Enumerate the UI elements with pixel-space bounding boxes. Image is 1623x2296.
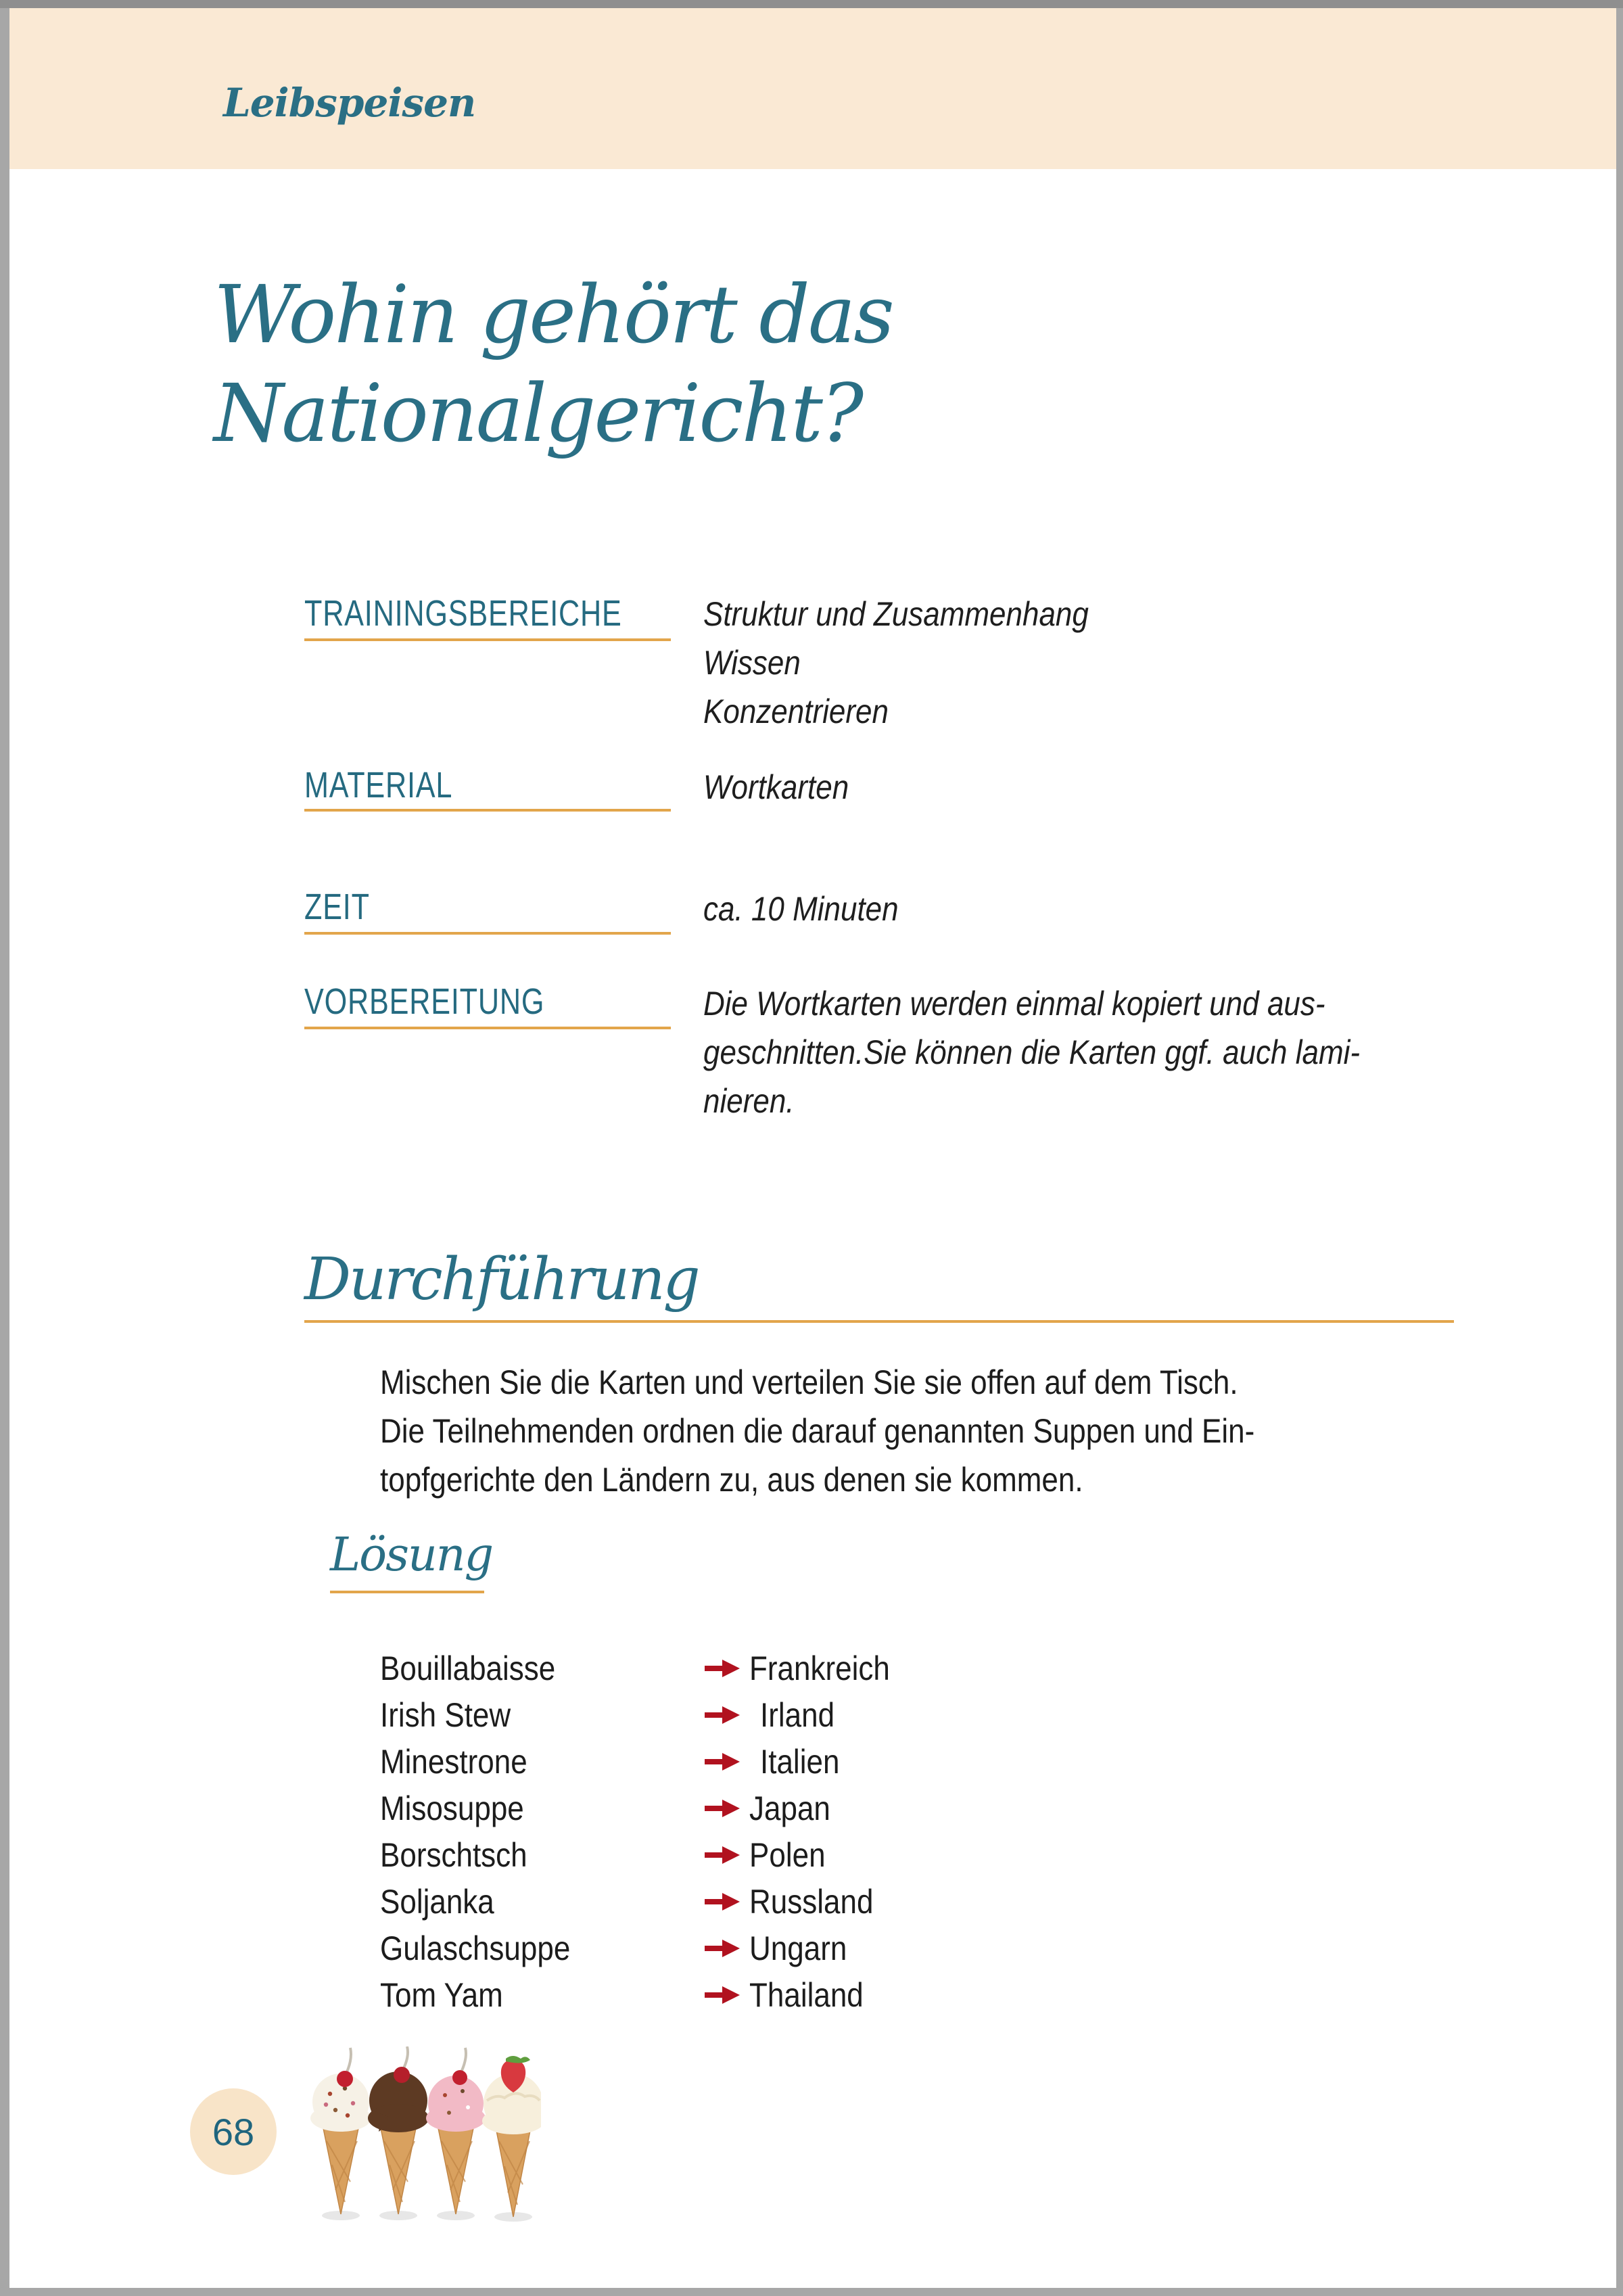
solution-list xyxy=(380,1645,909,2018)
meta-label-vorbereitung: VORBEREITUNG xyxy=(304,981,545,1022)
page-title-line1: Wohin gehört das xyxy=(214,268,893,361)
dish-name: Gulaschsuppe xyxy=(380,1929,571,1967)
country-name: Polen xyxy=(749,1835,826,1874)
dish-name: Bouillabaisse xyxy=(380,1649,556,1687)
dish-name: Misosuppe xyxy=(380,1789,524,1827)
waffle-cone xyxy=(323,2124,532,2217)
right-arrow-icon xyxy=(703,1658,749,1679)
meta-label-material: MATERIAL xyxy=(304,765,453,805)
dish-name: Irish Stew xyxy=(380,1695,511,1734)
loesung-rule xyxy=(330,1591,484,1593)
chocolate-scoop xyxy=(368,2067,429,2132)
section-label: Leibspeisen xyxy=(223,80,476,126)
solution-row xyxy=(380,1645,909,1691)
country-name: Ungarn xyxy=(749,1929,847,1967)
strawberry-scoop xyxy=(426,2070,486,2132)
paragraph-line: topfgerichte den Ländern zu, aus denen sie kommen. xyxy=(380,1461,1083,1499)
cream-scoop xyxy=(482,2056,541,2134)
page-title xyxy=(214,265,893,463)
meta-rule xyxy=(304,1027,671,1029)
meta-value: ca. 10 Minuten xyxy=(703,890,899,928)
durchfuehrung-paragraph xyxy=(380,1358,1374,1504)
right-arrow-icon xyxy=(703,1704,749,1726)
meta-value: nieren. xyxy=(703,1082,795,1120)
meta-rule xyxy=(304,932,671,935)
right-arrow-icon xyxy=(703,1984,749,2006)
dish-name: Soljanka xyxy=(380,1882,494,1921)
meta-label-zeit: ZEIT xyxy=(304,887,370,927)
country-name: Frankreich xyxy=(749,1649,890,1687)
durchfuehrung-heading: Durchführung xyxy=(304,1246,699,1313)
page-title-line2: Nationalgericht? xyxy=(214,367,862,460)
solution-row xyxy=(380,1971,909,2018)
dish-name: Tom Yam xyxy=(380,1975,503,2014)
meta-rule xyxy=(304,638,671,641)
paragraph-line: Die Teilnehmenden ordnen die darauf genannten Suppen und Ein- xyxy=(380,1412,1255,1450)
section-rule xyxy=(304,1320,1454,1323)
country-name: Japan xyxy=(749,1789,830,1827)
right-arrow-icon xyxy=(703,1844,749,1866)
right-arrow-icon xyxy=(703,1798,749,1819)
country-name: Italien xyxy=(760,1742,840,1781)
loesung-heading: Lösung xyxy=(330,1528,493,1582)
right-arrow-icon xyxy=(703,1891,749,1913)
meta-value: Die Wortkarten werden einmal kopiert und aus- xyxy=(703,985,1325,1023)
meta-value: Wortkarten xyxy=(703,768,849,806)
right-arrow-icon xyxy=(703,1751,749,1773)
page-number: 68 xyxy=(212,2110,255,2153)
cherry xyxy=(337,2071,353,2087)
cherry xyxy=(452,2070,467,2085)
country-name: Russland xyxy=(749,1882,874,1921)
dish-name: Minestrone xyxy=(380,1742,527,1781)
solution-row xyxy=(380,1925,909,1971)
country-name: Irland xyxy=(760,1695,835,1734)
solution-row xyxy=(380,1691,909,1738)
meta-value: Struktur und Zusammenhang xyxy=(703,595,1089,633)
solution-row xyxy=(380,1738,909,1785)
page-number-badge xyxy=(190,2088,277,2175)
cherry xyxy=(394,2067,410,2083)
ice-cream-cones-illustration xyxy=(310,2046,541,2227)
meta-value: Konzentrieren xyxy=(703,693,889,730)
meta-label-trainingsbereiche: TRAININGSBEREICHE xyxy=(304,593,622,634)
solution-row xyxy=(380,1878,909,1925)
paragraph-line: Mischen Sie die Karten und verteilen Sie sie offen auf dem Tisch. xyxy=(380,1363,1238,1401)
vanilla-scoop xyxy=(310,2071,371,2132)
country-name: Thailand xyxy=(749,1975,864,2014)
solution-row xyxy=(380,1785,909,1831)
meta-rule xyxy=(304,809,671,812)
solution-row xyxy=(380,1831,909,1878)
meta-value: geschnitten.Sie können die Karten ggf. auch lami- xyxy=(703,1033,1361,1071)
meta-value: Wissen xyxy=(703,644,801,682)
right-arrow-icon xyxy=(703,1938,749,1959)
dish-name: Borschtsch xyxy=(380,1835,527,1874)
